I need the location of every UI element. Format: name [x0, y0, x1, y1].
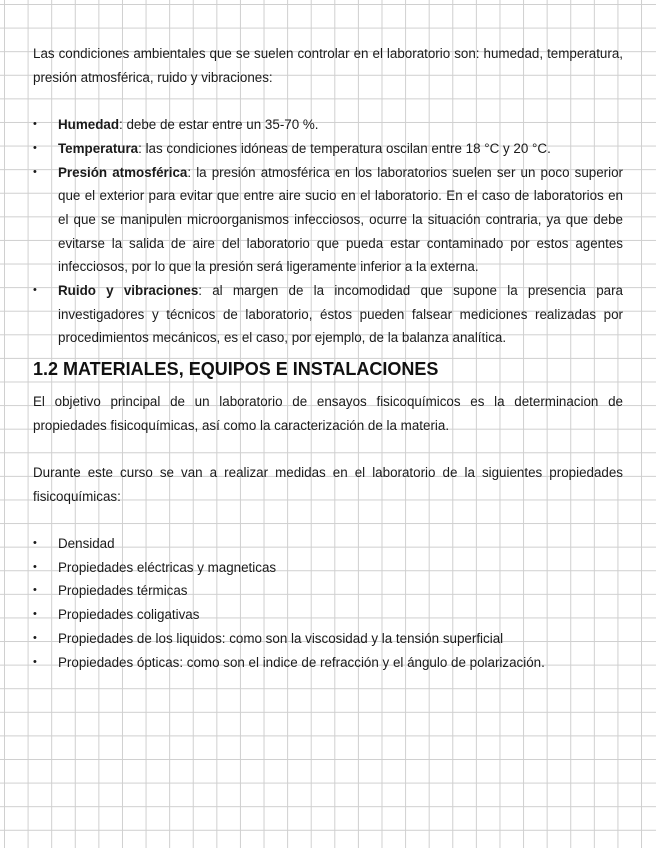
term-description: : las condiciones idóneas de temperatura oscilan entre 18 °C y 20 °C.	[138, 140, 551, 156]
term-label: Temperatura	[58, 140, 139, 156]
section-heading: 1.2 MATERIALES, EQUIPOS E INSTALACIONES	[33, 359, 439, 380]
intro-paragraph: Las condiciones ambientales que se suelen controlar en el laboratorio son: humedad, temperatura, presión atmosférica, ruido y vibraciones:	[33, 46, 623, 85]
list-item-humedad	[33, 113, 623, 137]
spacer	[33, 437, 623, 461]
list-item: • Densidad	[33, 532, 623, 556]
course-paragraph: Durante este curso se van a realizar medidas en el laboratorio de la siguientes propiedades fisicoquímicas:	[33, 464, 623, 504]
objective-paragraph: El objetivo principal de un laboratorio de ensayos fisicoquímicos es la determinacion de propiedades fisicoquímicas, así como la caracterización de la materia.	[33, 393, 623, 433]
term-label: Presión atmosférica	[58, 164, 188, 180]
list-item: • Propiedades eléctricas y magneticas	[33, 556, 623, 580]
properties-list	[33, 532, 623, 674]
list-item-temperatura	[33, 137, 623, 161]
list-item-presion	[33, 161, 623, 280]
spacer	[33, 508, 623, 532]
term-label: Ruido y vibraciones	[58, 283, 199, 299]
term-description: : al margen de la incomodidad que supone la presencia para investigadores y técnicos de laboratorio, éstos pueden falsear mediciones realizadas por procedimientos mecánicos, es el caso, por ejemplo, de la balanza analítica.	[58, 283, 623, 346]
document-page	[33, 42, 623, 674]
conditions-list	[33, 113, 623, 350]
list-item-ruido	[33, 279, 623, 350]
list-item: • Propiedades ópticas: como son el indice de refracción y el ángulo de polarización.	[33, 651, 623, 675]
list-item: • Propiedades coligativas	[33, 603, 623, 627]
list-item: • Propiedades térmicas	[33, 579, 623, 603]
term-description: : debe de estar entre un 35-70 %.	[119, 117, 319, 133]
list-item: • Propiedades de los liquidos: como son la viscosidad y la tensión superficial	[33, 627, 623, 651]
spacer	[33, 89, 623, 113]
term-label: Humedad	[58, 117, 120, 133]
term-description: : la presión atmosférica en los laboratorios suelen ser un poco superior que el exterior para evitar que entre aire sucio en el laboratorio. En el caso de laboratorios en el que se manipulen microorganismos infecciosos, ocurre la situación contraria, ya que debe evitarse la salida de aire del laboratorio que pueda estar contaminado por estos agentes infecciosos, por lo que la presión será ligeramente inferior a la externa.	[58, 164, 624, 275]
